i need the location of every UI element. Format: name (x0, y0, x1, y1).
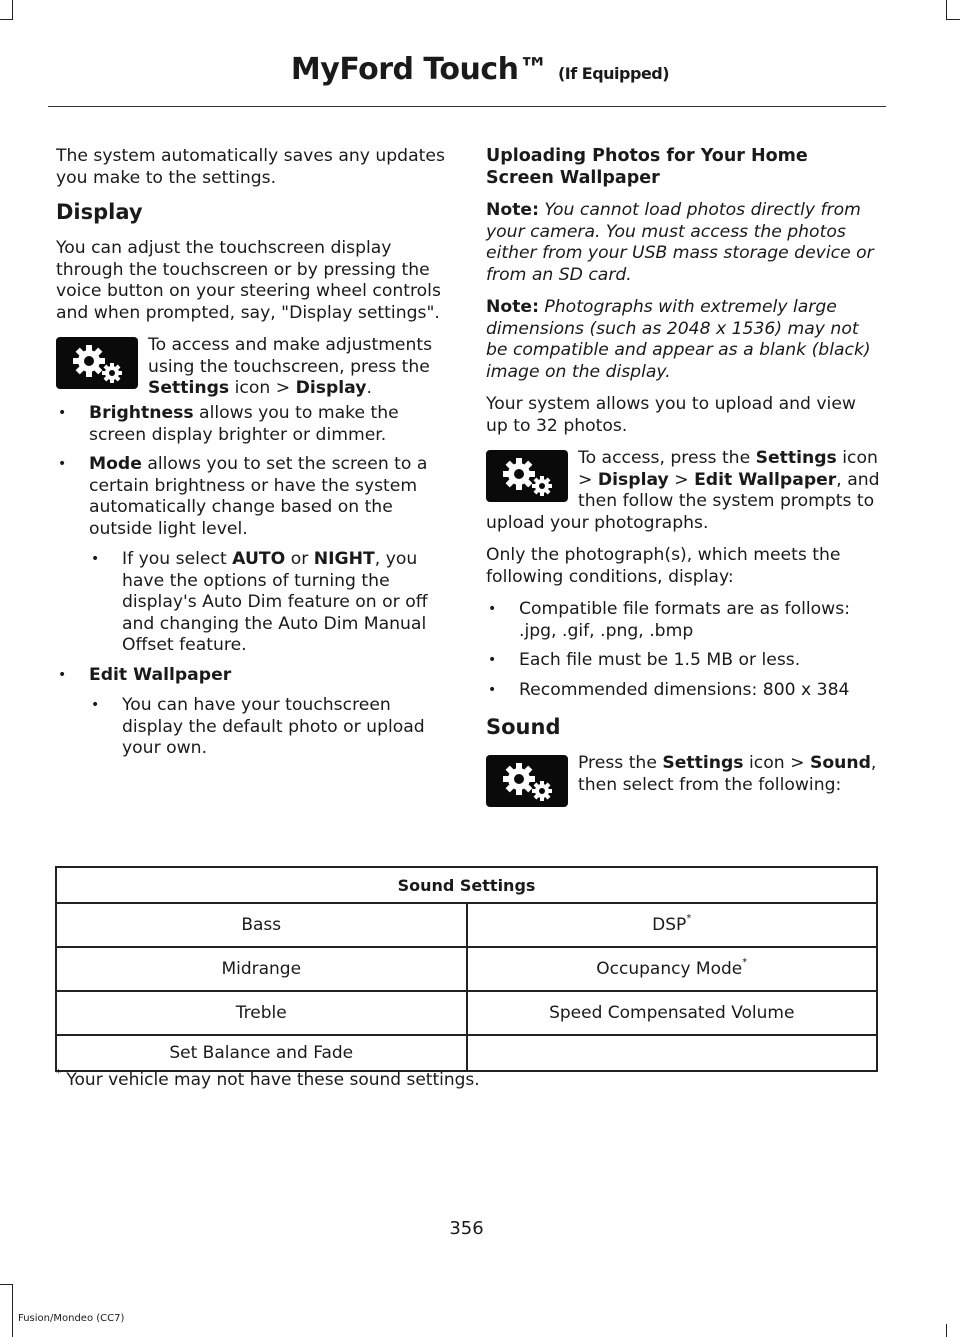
text: , you have the options of turning the display's Auto Dim feature on or off and changing the Auto Dim Manual Offset feature. (122, 549, 428, 655)
mode-sublist (89, 549, 448, 657)
text: , then select from the following: (578, 753, 877, 795)
crop-mark (0, 1284, 13, 1285)
table-cell (467, 947, 878, 991)
table-row (56, 991, 877, 1035)
table-title: Sound Settings (56, 867, 877, 903)
table-row (56, 903, 877, 947)
wallpaper-label: Edit Wallpaper (89, 664, 232, 685)
header-rule (48, 106, 886, 107)
settings-label: Settings (755, 448, 837, 468)
text: allows you to set the screen to a certain brightness or have the system automatically change based on the outside light level. (89, 454, 428, 539)
list-item-wallpaper-sub: • You can have your touchscreen display the default photo or upload your own. (89, 695, 448, 760)
note-text: You cannot load photos directly from your camera. You must access the photos either from your USB mass storage device or from an SD card. (486, 200, 874, 285)
cell-text: Occupancy Mode (596, 959, 743, 979)
title-main: MyFord Touch™ (290, 52, 549, 87)
table-cell: Treble (56, 991, 467, 1035)
table-row (56, 947, 877, 991)
crop-mark (946, 0, 947, 20)
footer-model: Fusion/Mondeo (CC7) (18, 1313, 125, 1324)
wallpaper-sublist (89, 695, 448, 760)
page-title (0, 52, 960, 87)
page-number: 356 (449, 1218, 484, 1239)
display-access-block (56, 335, 448, 403)
text: allows you to make the screen display brighter or dimmer. (89, 403, 399, 445)
title-sub: (If Equipped) (557, 64, 670, 83)
conditions-para: Only the photograph(s), which meets the following conditions, display: (486, 545, 841, 587)
text: If you select (122, 549, 233, 569)
list-item: • Recommended dimensions: 800 x 384 (486, 680, 880, 702)
note-label: Note: (486, 200, 539, 220)
text: or (285, 549, 314, 569)
conditions-list (486, 599, 880, 701)
note-label: Note: (486, 297, 539, 317)
note-text: Photographs with extremely large dimensions (such as 2048 x 1536) may not be compatible and appear as a blank (black) image on the display. (486, 297, 871, 382)
display-heading: Display (56, 200, 143, 224)
table-header-row (56, 867, 877, 903)
footnote (56, 1070, 480, 1090)
list-item: • Compatible file formats are as follows: .jpg, .gif, .png, .bmp (486, 599, 880, 642)
table-cell: Bass (56, 903, 467, 947)
list-item: • Each file must be 1.5 MB or less. (486, 650, 880, 672)
settings-label: Settings (148, 378, 230, 398)
crop-mark (946, 19, 960, 20)
text: > (668, 469, 695, 490)
display-options-list (56, 403, 448, 760)
left-column (56, 146, 448, 771)
sound-settings-table (55, 866, 878, 1072)
brightness-label: Brightness (89, 403, 194, 423)
auto-label: AUTO (232, 549, 286, 569)
wallpaper-label: Edit Wallpaper (694, 469, 837, 490)
upload-heading: Uploading Photos for Your Home Screen Wallpaper (486, 146, 808, 188)
display-para: You can adjust the touchscreen display through the touchscreen or by pressing the voice button on your steering wheel controls and when prompted, say, "Display settings". (56, 238, 441, 323)
table-cell (467, 903, 878, 947)
allows-para: Your system allows you to upload and view up to 32 photos. (486, 394, 856, 436)
table-cell: Speed Compensated Volume (467, 991, 878, 1035)
settings-label: Settings (662, 753, 744, 773)
text: . (366, 378, 372, 398)
display-label: Display (597, 469, 669, 490)
gear-icon (486, 450, 568, 502)
list-item-brightness (56, 403, 448, 446)
text: Press the (578, 753, 663, 773)
text: , and then follow the system prompts to upload your photographs. (486, 469, 880, 533)
mode-label: Mode (89, 454, 142, 474)
table-cell: Midrange (56, 947, 467, 991)
text: icon > (229, 378, 296, 398)
footnote-text: Your vehicle may not have these sound settings. (66, 1070, 480, 1090)
sound-label: Sound (809, 753, 871, 773)
intro-para: The system automatically saves any updates you make to the settings. (56, 146, 445, 188)
crop-mark (12, 0, 13, 20)
gear-icon (486, 755, 568, 807)
note-1 (486, 200, 880, 286)
text: To access and make adjustments using the touchscreen, press the (148, 335, 433, 377)
night-label: NIGHT (313, 549, 375, 569)
cell-text: DSP (652, 915, 687, 935)
crop-mark (946, 1324, 947, 1337)
note-2 (486, 297, 880, 383)
asterisk: * (686, 913, 692, 924)
upload-access-block (486, 448, 880, 534)
crop-mark (12, 1284, 13, 1337)
crop-mark (0, 19, 13, 20)
right-column (486, 146, 880, 821)
text: To access, press the (578, 448, 756, 468)
table-cell: Set Balance and Fade (56, 1035, 467, 1071)
table-cell (467, 1035, 878, 1071)
table-row (56, 1035, 877, 1071)
list-item-auto-night (89, 549, 448, 657)
list-item-mode (56, 454, 448, 657)
list-item-wallpaper (56, 665, 448, 760)
display-label: Display (295, 378, 367, 398)
asterisk: * (742, 957, 748, 968)
text: icon > (743, 753, 810, 773)
sound-heading: Sound (486, 715, 561, 739)
text: icon > (578, 448, 878, 490)
gear-icon (56, 337, 138, 389)
asterisk: * (56, 1068, 61, 1079)
sound-access-block (486, 753, 880, 821)
